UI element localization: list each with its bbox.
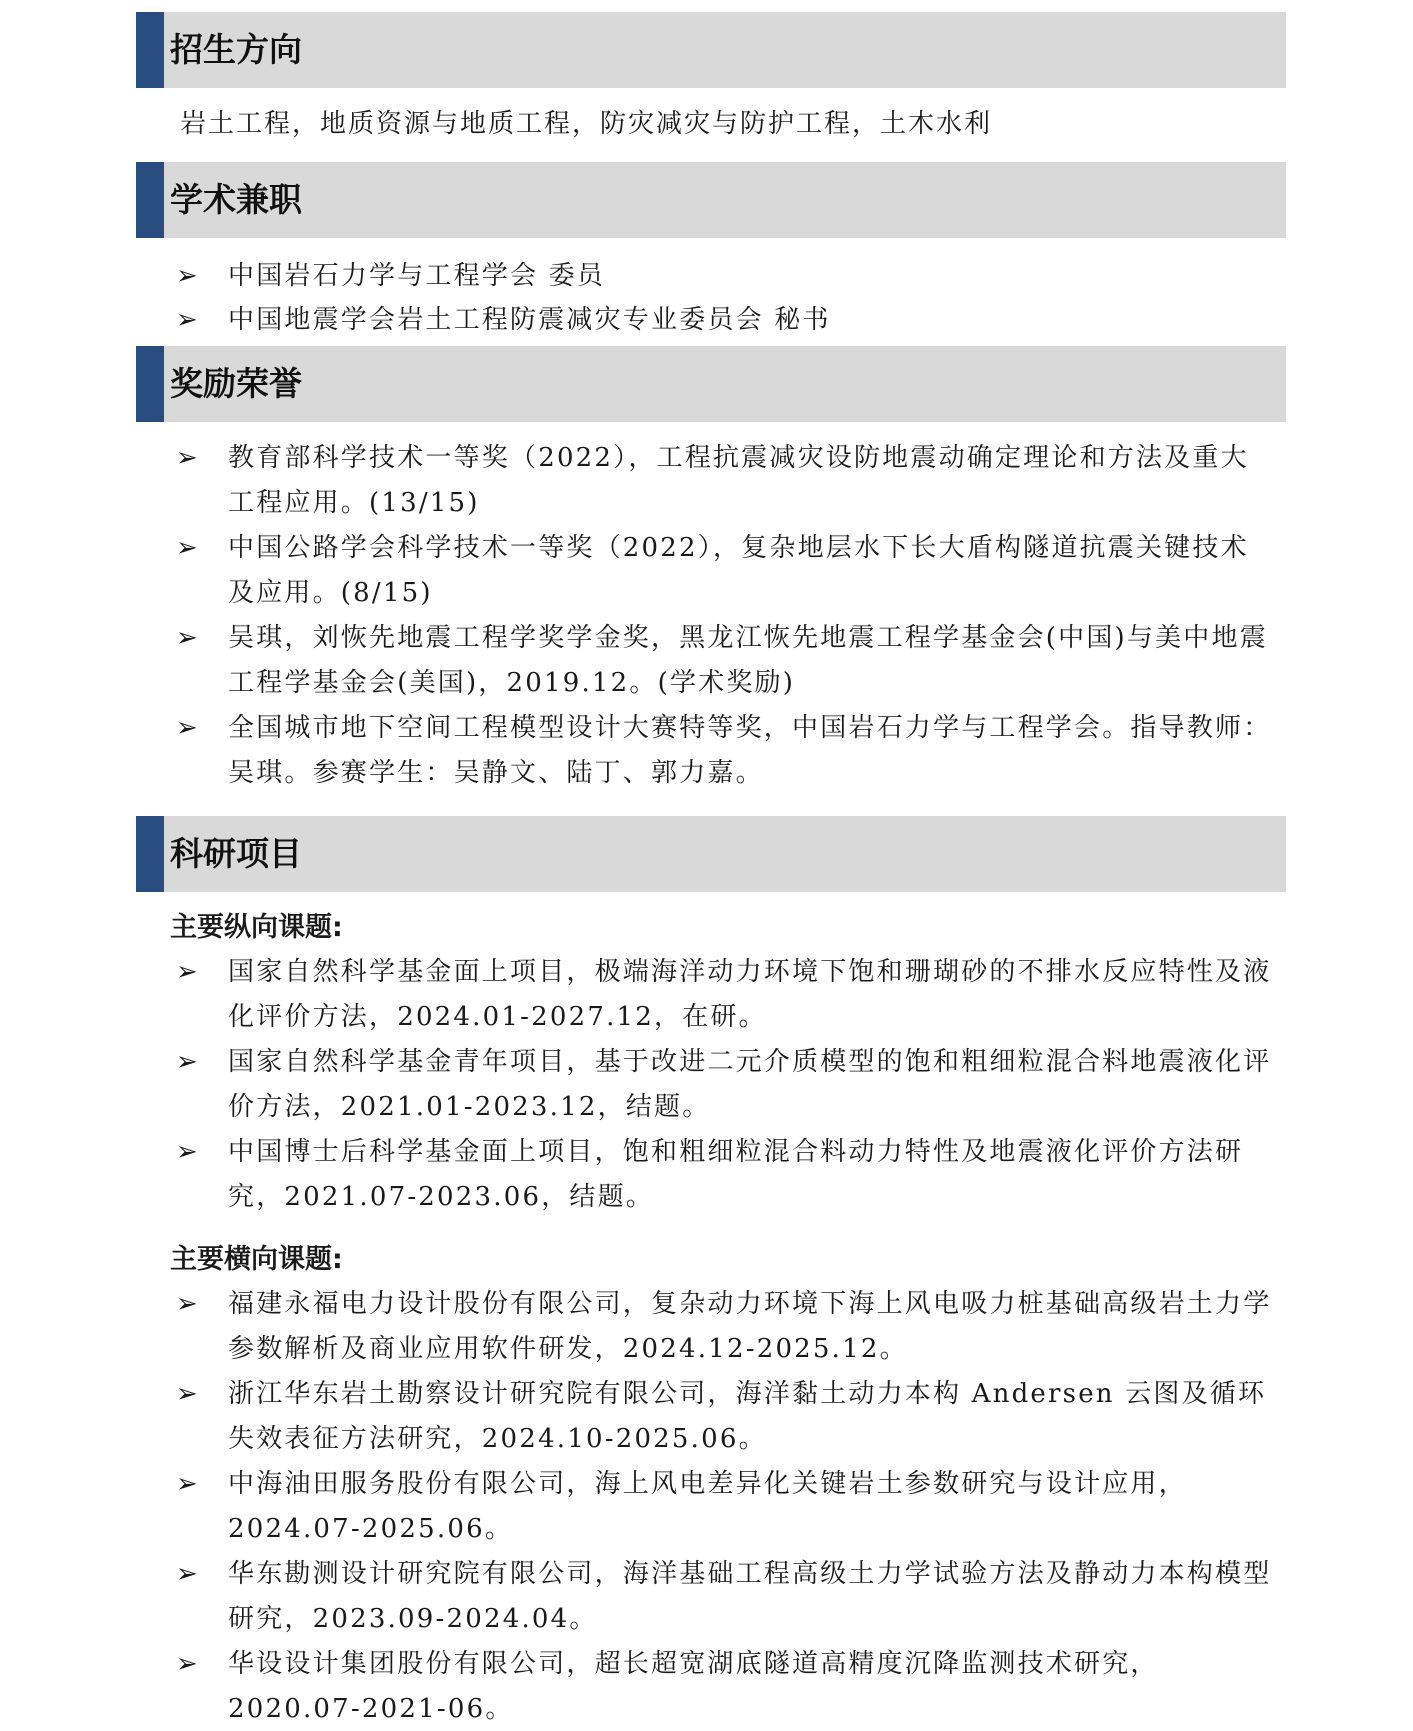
arrowhead-bullet-icon: ➢ (176, 713, 198, 743)
section-title-admissions: 招生方向 (170, 30, 302, 69)
section-header-academic-positions (136, 162, 1286, 238)
section-title-academic-positions: 学术兼职 (170, 180, 302, 219)
list-item-text: 国家自然科学基金青年项目，基于改进二元介质模型的饱和粗细粒混合料地震液化评价方法，2021.01-2023.12，结题。 (228, 1047, 1272, 1122)
arrowhead-bullet-icon: ➢ (176, 1559, 198, 1589)
arrowhead-bullet-icon: ➢ (176, 261, 198, 291)
section-accent-bar (136, 816, 164, 892)
section-title-research: 科研项目 (170, 834, 302, 873)
arrowhead-bullet-icon: ➢ (176, 1289, 198, 1319)
list-item-text: 中海油田服务股份有限公司，海上风电差异化关键岩土参数研究与设计应用，2024.07-2025.06。 (228, 1469, 1187, 1544)
arrowhead-bullet-icon: ➢ (176, 443, 198, 473)
section-header-research (136, 816, 1286, 892)
list-item-text: 中国博士后科学基金面上项目，饱和粗细粒混合料动力特性及地震液化评价方法研究，2021.07-2023.06，结题。 (228, 1137, 1244, 1212)
arrowhead-bullet-icon: ➢ (176, 1137, 198, 1167)
list-item-text: 吴琪，刘恢先地震工程学奖学金奖，黑龙江恢先地震工程学基金会(中国)与美中地震工程学基金会(美国)，2019.12。(学术奖励) (228, 623, 1268, 698)
list-item-text: 教育部科学技术一等奖（2022），工程抗震减灾设防地震动确定理论和方法及重大工程应用。(13/15) (228, 443, 1249, 518)
admissions-content: 岩土工程，地质资源与地质工程，防灾减灾与防护工程，土木水利 (180, 109, 993, 139)
list-item-text: 全国城市地下空间工程模型设计大赛特等奖，中国岩石力学与工程学会。指导教师：吴琪。参赛学生：吴静文、陆丁、郭力嘉。 (228, 713, 1272, 788)
arrowhead-bullet-icon: ➢ (176, 1649, 198, 1679)
section-header-awards (136, 346, 1286, 422)
section-accent-bar (136, 162, 164, 238)
list-item-text: 华东勘测设计研究院有限公司，海洋基础工程高级土力学试验方法及静动力本构模型研究，2023.09-2024.04。 (228, 1559, 1272, 1634)
arrowhead-bullet-icon: ➢ (176, 533, 198, 563)
list-item-text: 福建永福电力设计股份有限公司，复杂动力环境下海上风电吸力桩基础高级岩土力学参数解析及商业应用软件研发，2024.12-2025.12。 (228, 1289, 1272, 1364)
arrowhead-bullet-icon: ➢ (176, 1047, 198, 1077)
arrowhead-bullet-icon: ➢ (176, 1469, 198, 1499)
arrowhead-bullet-icon: ➢ (176, 305, 198, 335)
list-item-text: 中国岩石力学与工程学会 委员 (228, 261, 606, 291)
arrowhead-bullet-icon: ➢ (176, 623, 198, 653)
arrowhead-bullet-icon: ➢ (176, 957, 198, 987)
list-item-text: 浙江华东岩土勘察设计研究院有限公司，海洋黏土动力本构 Andersen 云图及循环失效表征方法研究，2024.10-2025.06。 (228, 1379, 1267, 1454)
list-item-text: 国家自然科学基金面上项目，极端海洋动力环境下饱和珊瑚砂的不排水反应特性及液化评价方法，2024.01-2027.12，在研。 (228, 957, 1272, 1032)
list-item-text: 中国地震学会岩土工程防震减灾专业委员会 秘书 (228, 305, 831, 335)
arrowhead-bullet-icon: ➢ (176, 1379, 198, 1409)
vertical-projects-heading: 主要纵向课题: (170, 912, 343, 943)
horizontal-projects-heading: 主要横向课题: (170, 1244, 343, 1275)
section-title-awards: 奖励荣誉 (170, 364, 302, 403)
section-accent-bar (136, 346, 164, 422)
section-accent-bar (136, 12, 164, 88)
section-header-admissions (136, 12, 1286, 88)
list-item-text: 中国公路学会科学技术一等奖（2022），复杂地层水下长大盾构隧道抗震关键技术及应用。(8/15) (228, 533, 1249, 608)
list-item-text: 华设设计集团股份有限公司，超长超宽湖底隧道高精度沉降监测技术研究，2020.07-2021-06。 (228, 1649, 1159, 1724)
